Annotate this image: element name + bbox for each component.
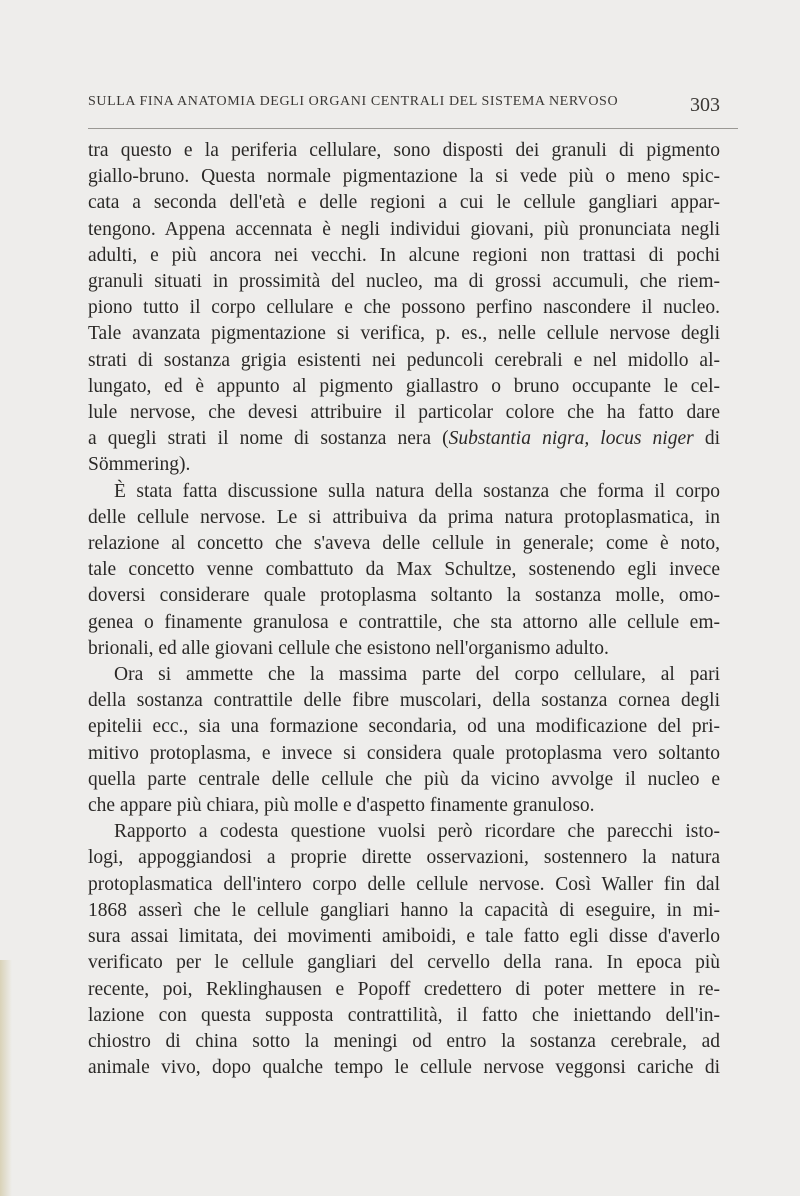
text-line: brionali, ed alle giovani cellule che esistono nell'organismo adulto. [88, 637, 609, 659]
text-line: lungato, ed è appunto al pigmento giallastro o bruno occupante le cel- [88, 375, 720, 397]
running-head: SULLA FINA ANATOMIA DEGLI ORGANI CENTRALI DEL SISTEMA NERVOSO [88, 94, 619, 109]
text-line: epitelii ecc., sia una formazione secondaria, od una modificazione del pri- [88, 716, 720, 738]
text-line: della sostanza contrattile delle fibre muscolari, della sostanza cornea degli [88, 690, 720, 712]
text-line: lazione con questa supposta contrattilità, il fatto che iniettando dell'in- [88, 1004, 720, 1026]
text-line: Rapporto a codesta questione vuolsi però ricordare che parecchi isto- [114, 821, 720, 843]
text-line: genea o finamente granulosa e contrattile, che sta attorno alle cellule em- [88, 611, 720, 633]
text-line: lule nervose, che devesi attribuire il particolar colore che ha fatto dare [88, 402, 720, 424]
text-line: doversi considerare quale protoplasma soltanto la sostanza molle, omo- [88, 585, 720, 607]
page-header [88, 90, 720, 120]
text-line: Ora si ammette che la massima parte del corpo cellulare, al pari [114, 664, 720, 686]
header-rule [88, 128, 738, 129]
latin-term: Substantia nigra, locus niger [448, 428, 694, 450]
text-line: adulti, e più ancora nei vecchi. In alcune regioni non trattasi di pochi [88, 244, 720, 266]
text-line: strati di sostanza grigia esistenti nei peduncoli cerebrali e nel midollo al- [88, 349, 720, 371]
text-line: Sömmering). [88, 454, 191, 476]
text-line: protoplasmatica dell'intero corpo delle cellule nervose. Così Waller fin dal [88, 873, 720, 895]
text-line: Tale avanzata pigmentazione si verifica, p. es., nelle cellule nervose degli [88, 323, 720, 345]
text-line: animale vivo, dopo qualche tempo le cellule nervose veggonsi cariche di [88, 1057, 720, 1079]
page-edge-stain [0, 960, 12, 1196]
text-line: sura assai limitata, dei movimenti amiboidi, e tale fatto egli disse d'averlo [88, 926, 720, 948]
text-line: che appare più chiara, più molle e d'aspetto finamente granuloso. [88, 795, 595, 817]
text-line: recente, poi, Reklinghausen e Popoff credettero di poter mettere in re- [88, 978, 720, 1000]
text-line: 1868 asserì che le cellule gangliari hanno la capacità di eseguire, in mi- [88, 899, 720, 921]
text-line: a quegli strati il nome di sostanza nera (Substantia nigra, locus niger di [88, 428, 721, 450]
text-line: tale concetto venne combattuto da Max Schultze, sostenendo egli invece [88, 559, 720, 581]
text-line: È stata fatta discussione sulla natura della sostanza che forma il corpo [114, 480, 720, 502]
text-line: delle cellule nervose. Le si attribuiva da prima natura protoplasmatica, in [88, 506, 720, 528]
text-line: piono tutto il corpo cellulare e che possono perfino nascondere il nucleo. [88, 297, 720, 319]
text-line: tra questo e la periferia cellulare, sono disposti dei granuli di pigmento [88, 140, 720, 161]
text-line: logi, appoggiandosi a proprie dirette osservazioni, sostennero la natura [88, 847, 720, 869]
text-line: verificato per le cellule gangliari del cervello della rana. In epoca più [88, 952, 720, 974]
text-line: mitivo protoplasma, e invece si considera quale protoplasma vero soltanto [88, 742, 720, 764]
text-line: giallo-bruno. Questa normale pigmentazione la si vede più o meno spic- [88, 166, 720, 188]
text-line: cata a seconda dell'età e delle regioni a cui le cellule gangliari appar- [88, 192, 720, 214]
text-line: granuli situati in prossimità del nucleo, ma di grossi accumuli, che riem- [88, 271, 720, 293]
page-number: 303 [690, 94, 720, 116]
text-line: relazione al concetto che s'aveva delle cellule in generale; come è noto, [88, 533, 720, 555]
body-text [88, 138, 720, 1081]
text-line: tengono. Appena accennata è negli individui giovani, più pronunciata negli [88, 218, 720, 240]
text-line: quella parte centrale delle cellule che più da vicino avvolge il nucleo e [88, 768, 720, 790]
text-line: chiostro di china sotto la meningi od entro la sostanza cerebrale, ad [88, 1030, 720, 1052]
